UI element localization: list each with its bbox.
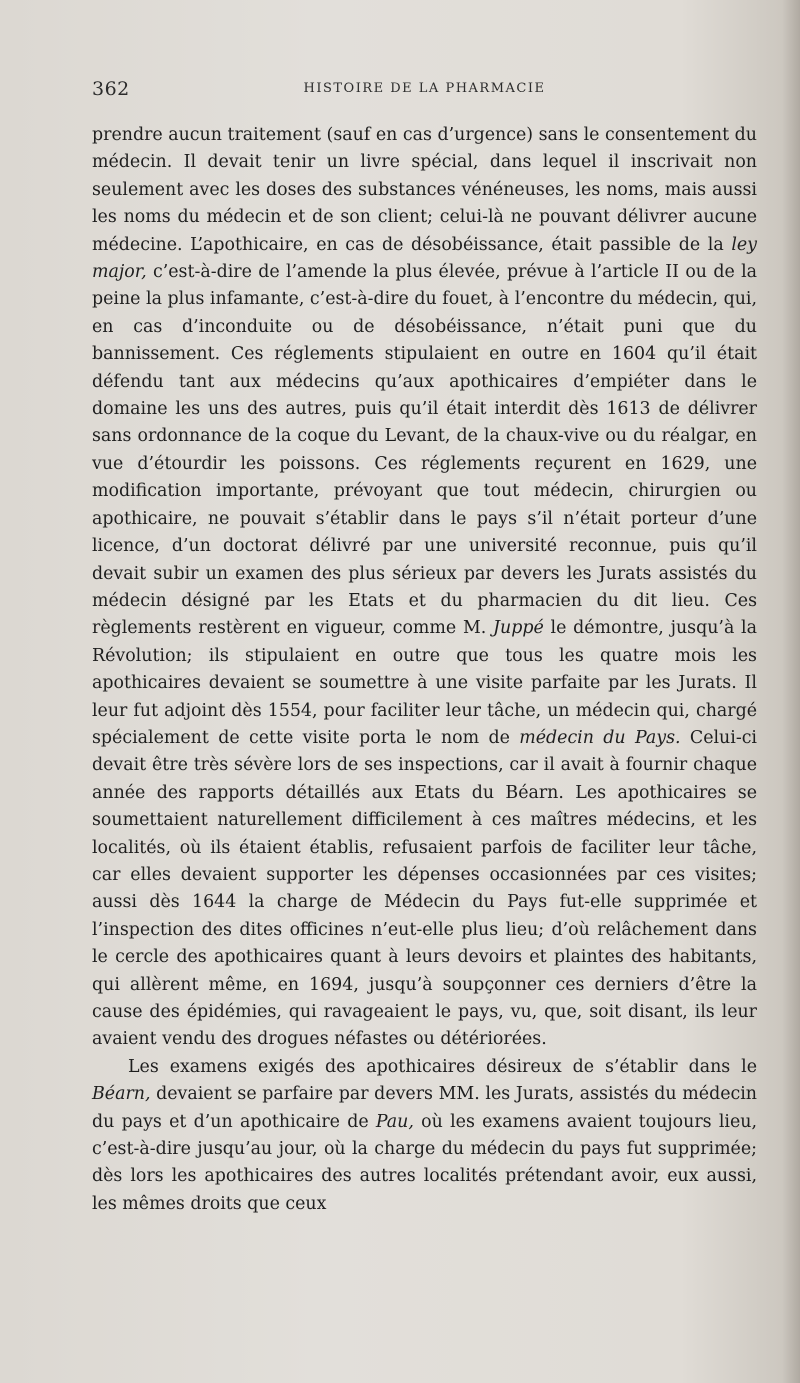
text-segment: prendre aucun traitement (sauf en cas d’urgence) sans le consentement du médecin. Il devait tenir un livre spécial, dans lequel il inscrivait non seulement avec les doses des substances vénéneuses, les noms, mais aussi les noms du médecin et de son client; celui-là ne pouvant délivrer aucune médecine. L’apothicaire, en cas de désobéissance, était passible de la xyxy=(92,125,757,255)
text-segment: devaient se parfaire par devers MM. les Jurats, assistés du médecin du pays et d’un apothicaire de xyxy=(92,1084,757,1132)
italic-name-juppe: Juppé xyxy=(493,618,544,639)
italic-term-medecin-du-pays: médecin du Pays. xyxy=(519,727,681,748)
text-segment: où les examens avaient toujours lieu, c’est-à-dire jusqu’au jour, où la charge du médecin du pays fut supprimée; dès lors les apothicaires des autres localités prétendant avoir, eux aussi, les mêmes droits que ceux xyxy=(92,1111,757,1214)
page-number: 362 xyxy=(92,78,130,100)
italic-term-ley-major: ley major, xyxy=(92,234,757,283)
italic-place-bearn: Béarn, xyxy=(92,1084,151,1105)
paragraph-1 xyxy=(92,122,757,1054)
paragraph-2 xyxy=(92,1054,757,1218)
page-edge-shadow xyxy=(782,0,800,1383)
page-header xyxy=(92,78,757,102)
text-segment: Celui-ci devait être très sévère lors de ses inspections, car il avait à fournir chaque année des rapports détaillés aux Etats du Béarn. Les apothicaires se soumettaient naturellement difficilement à ces maîtres médecins, et les localités, où ils étaient établis, refusaient parfois de faciliter leur tâche, car elles devaient supporter les dépenses occasionnées par ces visites; aussi dès 1644 la charge de Médecin du Pays fut-elle supprimée et l’inspection des dites officines n’eut-elle plus lieu; d’où relâchement dans le cercle des apothicaires quant à leurs devoirs et plaintes des habitants, qui allèrent même, en 1694, jusqu’à soupçonner ces derniers d’être la cause des épidémies, qui ravageaient le pays, vu, que, soit disant, ils leur avaient vendu des drogues néfastes ou détériorées. xyxy=(92,727,757,1050)
running-title: HISTOIRE DE LA PHARMACIE xyxy=(303,81,546,96)
text-segment: c’est-à-dire de l’amende la plus élevée, prévue à l’article II ou de la peine la plus infamante, c’est-à-dire du fouet, à l’encontre du médecin, qui, en cas d’inconduite ou de désobéissance, n’était puni que du bannissement. Ces réglements stipulaient en outre en 1604 qu’il était défendu tant aux médecins qu’aux apothicaires d’empiéter dans le domaine les uns des autres, puis qu’il était interdit dès 1613 de délivrer sans ordonnance de la coque du Levant, de la chaux-vive ou du réalgar, en vue d’étourdir les poissons. Ces réglements reçurent en 1629, une modification importante, prévoyant que tout médecin, chirurgien ou apothicaire, ne pouvait s’établir dans le pays s’il n’était porteur d’une licence, d’un doctorat délivré par une université reconnue, puis qu’il devait subir un examen des plus sérieux par devers les Jurats assistés du médecin désigné par les Etats et du pharmacien du dit lieu. Ces règlements restèrent en vigueur, comme M. xyxy=(92,262,757,639)
text-segment: Les examens exigés des apothicaires désireux de s’établir dans le xyxy=(128,1056,757,1077)
italic-place-pau: Pau, xyxy=(375,1111,414,1132)
body-text xyxy=(92,122,757,1218)
text-segment: le démontre, jusqu’à la Révolution; ils stipulaient en outre que tous les quatre mois les apothicaires devaient se soumettre à une visite parfaite par les Jurats. Il leur fut adjoint dès 1554, pour faciliter leur tâche, un médecin qui, chargé spécialement de cette visite porta le nom de xyxy=(92,618,757,748)
